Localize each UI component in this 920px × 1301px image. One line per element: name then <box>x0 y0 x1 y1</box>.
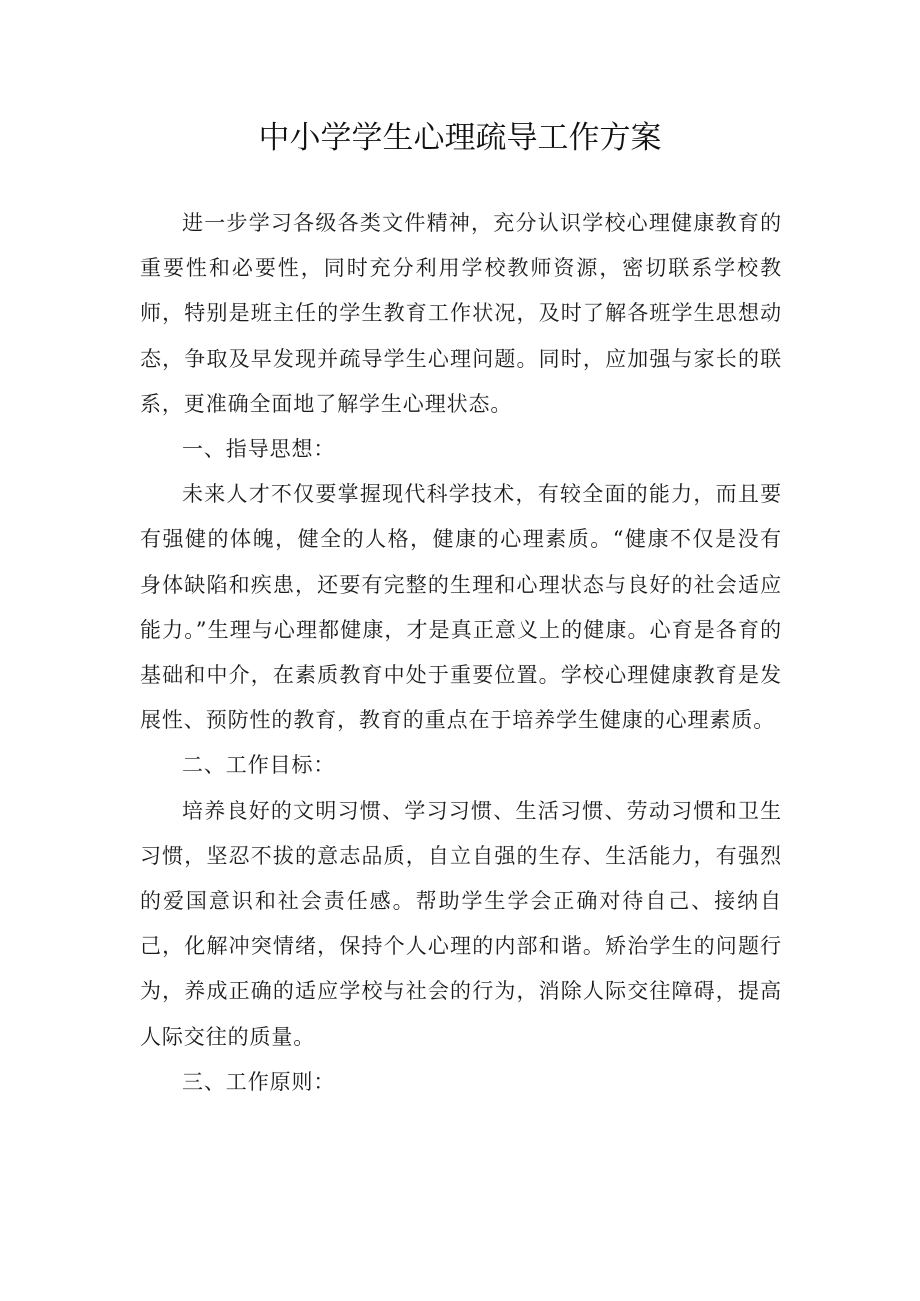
section-heading-guiding-ideology: 一、指导思想： <box>182 437 336 462</box>
section-body-guiding-ideology: 未来人才不仅要掌握现代科学技术，有较全面的能力，而且要有强健的体魄，健全的人格，健康的心理素质。“健康不仅是没有身体缺陷和疾患，还要有完整的生理和心理状态与良好的社会适应能力。”生理与心理都健康，才是真正意义上的健康。心育是各育的基础和中介，在素质教育中处于重要位置。学校心理健康教育是发展性、预防性的教育，教育的重点在于培养学生健康的心理素质。 <box>140 482 782 733</box>
section-heading-work-goals: 二、工作目标： <box>182 753 336 778</box>
intro-paragraph: 进一步学习各级各类文件精神，充分认识学校心理健康教育的重要性和必要性，同时充分利用学校教师资源，密切联系学校教师，特别是班主任的学生教育工作状况，及时了解各班学生思想动态，争取及早发现并疏导学生心理问题。同时，应加强与家长的联系，更准确全面地了解学生心理状态。 <box>140 211 782 416</box>
document-title: 中小学学生心理疏导工作方案 <box>258 120 662 156</box>
document-body <box>140 201 782 1105</box>
section-body-work-goals: 培养良好的文明习惯、学习习惯、生活习惯、劳动习惯和卫生习惯，坚忍不拔的意志品质，自立自强的生存、生活能力，有强烈的爱国意识和社会责任感。帮助学生学会正确对待自己、接纳自己，化解冲突情绪，保持个人心理的内部和谐。矫治学生的问题行为，养成正确的适应学校与社会的行为，消除人际交往障碍，提高人际交往的质量。 <box>140 798 782 1049</box>
section-heading-work-principles: 三、工作原则： <box>182 1069 336 1094</box>
